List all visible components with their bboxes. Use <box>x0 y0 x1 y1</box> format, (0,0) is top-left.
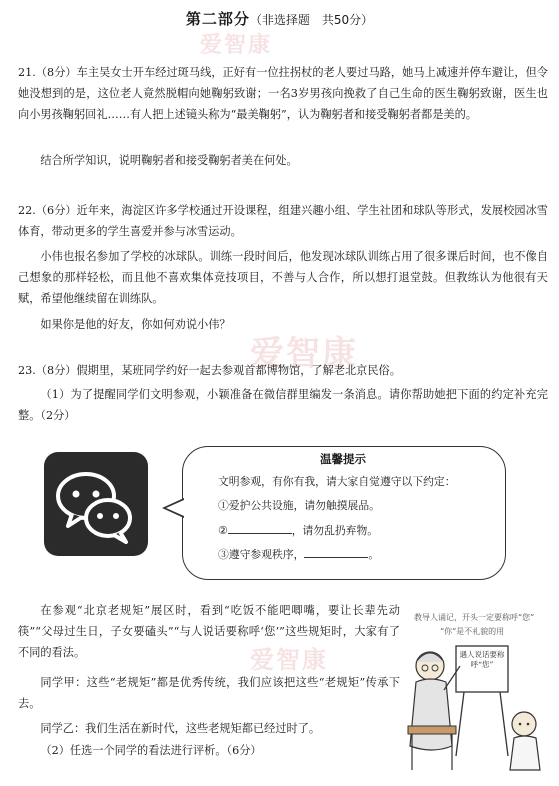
notice-title: 温馨提示 <box>320 452 366 466</box>
notice-line-2 <box>218 522 378 538</box>
q22-story: 小伟也报名参加了学校的冰球队。训练一段时间后，他发现冰球队训练占用了很多课后时间，也不像自己想象的那样轻松，而且他不喜欢集体竞技项目，不善与人合作，所以想打退堂鼓。但教练认为他很有天赋，希望他继续留在训练队。 <box>18 250 548 305</box>
notice-line-intro: 文明参观，有你有我，请大家自觉遵守以下约定： <box>218 475 456 488</box>
notice-line-3 <box>218 546 379 562</box>
q21-prompt: 结合所学知识，说明鞠躬者和接受鞠躬者美在何处。 <box>40 154 298 167</box>
section-title-sub: （非选择题 共50分） <box>249 13 374 27</box>
q22-prompt: 如果你是他的好友，你如何劝说小伟？ <box>40 318 231 331</box>
watermark: 爱智康 <box>250 646 328 674</box>
bubble-tail-inner <box>166 500 184 516</box>
notice-line-3-end: 。 <box>368 548 380 561</box>
notice-line-2-text: ，请勿乱扔弃物。 <box>291 524 379 537</box>
notice-line-3-text: ③遵守参观秩序， <box>218 548 305 561</box>
q23-exhibit: 在参观“北京老规矩”展区时，看到“吃饭不能吧唧嘴，要让长辈先动筷”“父母过生日，子女要磕头”“与人说话要称呼‘您’”这些规矩时，大家有了不同的看法。 <box>18 604 400 659</box>
illustration-caption-top: 教导人诵记，开头一定要称呼“您” <box>414 613 535 622</box>
watermark: 爱智康 <box>250 334 358 374</box>
board-text: 遇人说话要称呼“您” <box>459 650 505 669</box>
grandma-teaching-illustration <box>404 606 559 782</box>
q23-intro: 23.（8分）假期里，某班同学约好一起去参观首都博物馆，了解老北京民俗。 <box>18 364 401 377</box>
q23-part2: （2）任选一个同学的看法进行评析。（6分） <box>40 744 262 757</box>
q21-body: 21.（8分）车主吴女士开车经过斑马线，正好有一位拄拐杖的老人要过马路，她马上减速并停车避让，但令她没想到的是，这位老人竟然脱帽向她鞠躬致谢；一名3岁男孩向挽救了自己生命的医生鞠躬致谢，医生也向小男孩鞠躬回礼……有人把上述镜头称为“最美鞠躬”，认为鞠躬者和接受鞠躬者都是美的。 <box>18 66 548 121</box>
answer-blank-2[interactable] <box>304 546 368 558</box>
notice-line-1: ①爱护公共设施，请勿触摸展品。 <box>218 499 380 512</box>
notice-line-2-number: ② <box>218 524 228 537</box>
q23-part1: （1）为了提醒同学们文明参观，小颖准备在微信群里编发一条消息。请你帮助她把下面的约定补充完整。（2分） <box>18 388 548 422</box>
answer-blank-1[interactable] <box>228 522 292 534</box>
section-title-main: 第二部分 <box>185 10 250 28</box>
q22-body: 22.（6分）近年来，海淀区许多学校通过开设课程，组建兴趣小组、学生社团和球队等形式，发展校园冰雪体育，带动更多的学生喜爱并参与冰雪运动。 <box>18 204 548 238</box>
section-title <box>0 8 559 29</box>
q23-opinion-a: 同学甲：这些“老规矩”都是优秀传统，我们应该把这些“老规矩”传承下去。 <box>18 676 400 710</box>
watermark: 爱智康 <box>200 33 273 58</box>
illustration-caption-mid: “你”是不礼貌的用 <box>440 627 505 636</box>
wechat-icon <box>44 452 148 556</box>
q23-opinion-b: 同学乙：我们生活在新时代，这些老规矩都已经过时了。 <box>40 722 321 735</box>
